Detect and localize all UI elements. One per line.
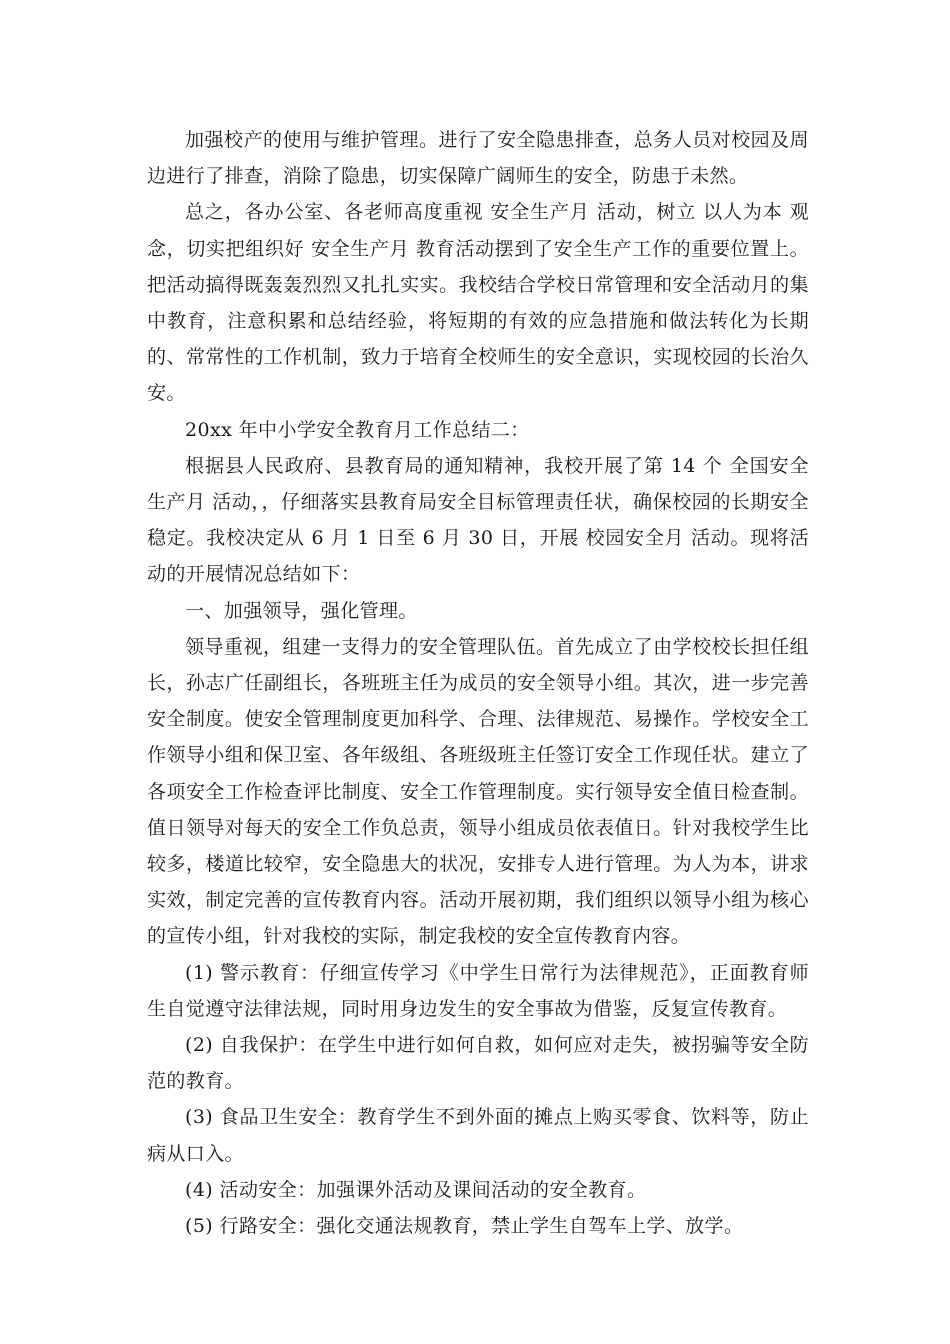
list-item-food-safety: (3) 食品卫生安全：教育学生不到外面的摊点上购买零食、饮料等，防止病从口入。 — [147, 1106, 809, 1165]
list-item-self-protection: (2) 自我保护：在学生中进行如何自救，如何应对走失，被拐骗等安全防范的教育。 — [147, 1034, 809, 1093]
section-heading-leadership: 一、加强领导，强化管理。 — [185, 599, 418, 622]
paragraph-summary: 总之，各办公室、各老师高度重视 安全生产月 活动，树立 以人为本 观念，切实把组织好 安全生产月 教育活动摆到了安全生产工作的重要位置上。把活动搞得既轰轰烈烈又扎扎实实。我校结合学校日常管理和安全活动月的集中教育，注意积累和总结经验，将短期的有效的应急措施和做法转化为长期的、常常性的工作机制，致力于培育全校师生的安全意识，实现校园的长治久安。 — [147, 201, 809, 405]
list-item-warning-education: (1) 警示教育：仔细宣传学习《中学生日常行为法律规范》，正面教育师生自觉遵守法律法规，同时用身边发生的安全事故为借鉴，反复宣传教育。 — [147, 961, 809, 1020]
paragraph-leadership: 领导重视，组建一支得力的安全管理队伍。首先成立了由学校校长担任组长，孙志广任副组长，各班班主任为成员的安全领导小组。其次，进一步完善安全制度。使安全管理制度更加科学、合理、法律规范、易操作。学校安全工作领导小组和保卫室、各年级组、各班级班主任签订安全工作现任状。建立了各项安全工作检查评比制度、安全工作管理制度。实行领导安全值日检查制。值日领导对每天的安全工作负总责，领导小组成员依表值日。针对我校学生比较多，楼道比较窄，安全隐患大的状况，安排专人进行管理。为人为本，讲求实效，制定完善的宣传教育内容。活动开展初期，我们组织以领导小组为核心的宣传小组，针对我校的实际，制定我校的安全宣传教育内容。 — [147, 635, 809, 948]
paragraph-introduction: 根据县人民政府、县教育局的通知精神，我校开展了第 14 个 全国安全生产月 活动，，仔细落实县教育局安全目标管理责任状，确保校园的长期安全稳定。我校决定从 6 月 1 日至 6 月 30 日，开展 校园安全月 活动。现将活动的开展情况总结如下： — [147, 454, 809, 586]
list-item-road-safety: (5) 行路安全：强化交通法规教育，禁止学生自驾车上学、放学。 — [185, 1215, 744, 1238]
paragraph-campus-property: 加强校产的使用与维护管理。进行了安全隐患排查，总务人员对校园及周边进行了排查，消除了隐患，切实保障广阔师生的安全，防患于未然。 — [147, 129, 809, 188]
document-body — [147, 122, 809, 1244]
section-heading-summary-two: 20xx 年中小学安全教育月工作总结二： — [185, 418, 530, 441]
list-item-activity-safety: (4) 活动安全：加强课外活动及课间活动的安全教育。 — [185, 1178, 647, 1201]
